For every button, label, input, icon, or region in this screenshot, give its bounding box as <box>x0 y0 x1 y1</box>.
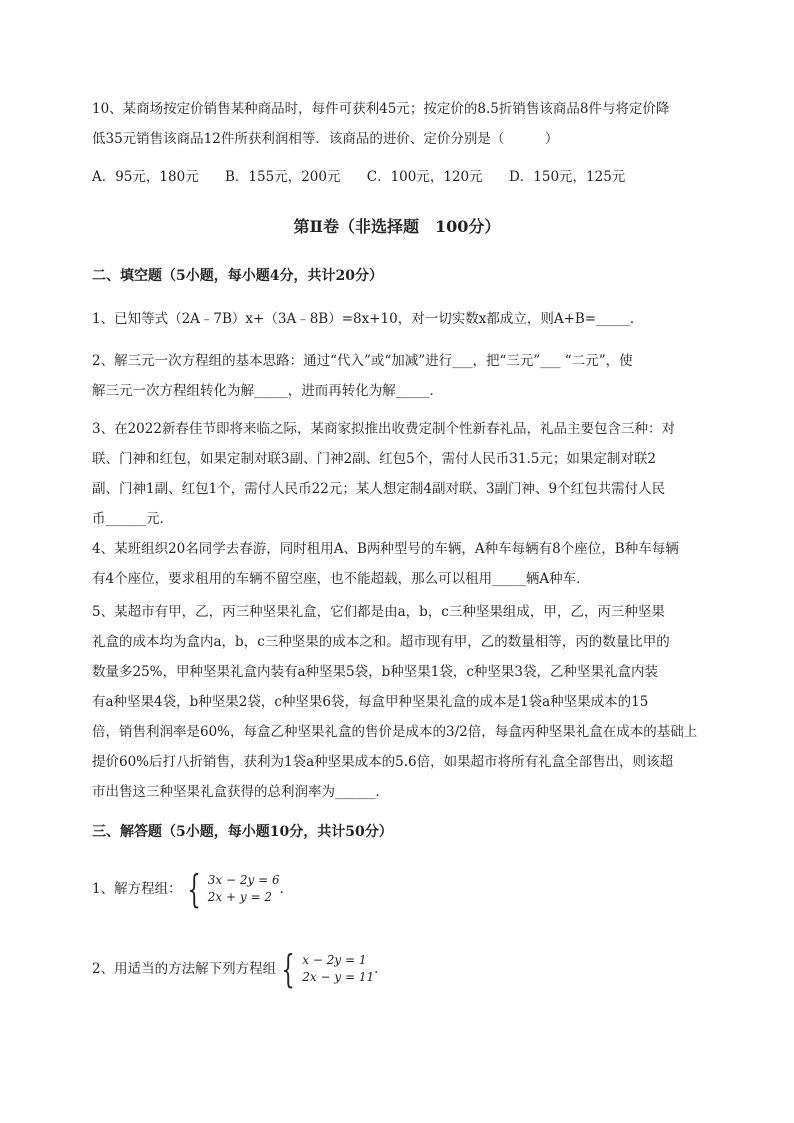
question-10 <box>92 94 722 154</box>
fill-q2-line-1: 2、解三元一次方程组的基本思路：通过“代入”或“加减”进行___，把“三元”___ “二元”，使 <box>92 353 633 369</box>
fill-q4-line-2: 有4个座位，要求租用的车辆不留空座，也不能超载，那么可以租用_____辆A种车． <box>92 571 590 587</box>
fill-question-2 <box>92 346 722 406</box>
solve-q2-prefix: 2、用适当的方法解下列方程组 <box>92 961 277 977</box>
fill-q3-line-2: 联、门神和红包，如果定制对联3副、门神2副、红包5个，需付人民币31.5元；如果定制对联2 <box>92 451 656 467</box>
brace-icon: { <box>281 947 295 991</box>
part-2-title: 第Ⅱ卷（非选择题 100分） <box>293 217 501 236</box>
option-a: A．95元，180元 <box>92 169 199 185</box>
equation-system-2 <box>276 947 375 991</box>
fill-q3-line-1: 3、在2022新春佳节即将来临之际，某商家拟推出收费定制个性新春礼品，礼品主要包含三种：对 <box>92 421 675 437</box>
fill-q5-line-1: 5、某超市有甲，乙，丙三种坚果礼盒，它们都是由a，b，c三种坚果组成，甲，乙，丙三种坚果 <box>92 604 665 620</box>
fill-question-4 <box>92 534 722 594</box>
brace-icon: { <box>187 867 201 911</box>
fill-question-5 <box>92 597 722 807</box>
fill-question-3 <box>92 414 722 534</box>
fill-q5-line-7: 市出售这三种坚果礼盒获得的总利润率为______． <box>92 784 389 800</box>
section-fill-title: 二、填空题（5小题，每小题4分，共计20分） <box>92 268 383 284</box>
fill-q5-line-2: 礼盒的成本均为盒内a，b，c三种坚果的成本之和。超市现有甲，乙的数量相等，丙的数量比甲的 <box>92 634 670 650</box>
fill-q4-line-1: 4、某班组织20名同学去春游，同时租用A、B两种型号的车辆，A种车每辆有8个座位，B种车每辆 <box>92 541 679 557</box>
solve-question-2 <box>92 947 388 991</box>
solve-q1-prefix: 1、解方程组： <box>92 881 182 897</box>
fill-q5-line-6: 提价60%后打八折销售，获利为1袋a种坚果成本的5.6倍，如果超市将所有礼盒全部售出，则该超 <box>92 754 674 770</box>
fill-question-1 <box>92 304 722 334</box>
question-10-line-2: 低35元销售该商品12件所获利润相等．该商品的进价、定价分别是（ ） <box>92 131 559 147</box>
solve-question-1 <box>92 867 294 911</box>
question-10-options <box>92 163 647 191</box>
system-2-eq-1: x − 2y = 1 <box>302 953 367 967</box>
fill-q1-line-1: 1、已知等式（2A﹣7B）x+（3A﹣8B）=8x+10，对一切实数x都成立，则A+B=_____． <box>92 311 644 327</box>
solve-q2-suffix: ． <box>374 961 388 977</box>
fill-q5-line-4: 有a种坚果4袋，b种坚果2袋，c种坚果6袋，每盒甲种坚果礼盒的成本是1袋a种坚果成本的15 <box>92 694 649 710</box>
option-d: D．150元，125元 <box>508 169 626 185</box>
equation-system-1 <box>182 867 280 911</box>
section-solve-title: 三、解答题（5小题，每小题10分，共计50分） <box>92 824 393 840</box>
option-b: B．155元，200元 <box>225 169 341 185</box>
system-1-eq-2: 2x + y = 2 <box>207 890 272 904</box>
question-10-line-1: 10、某商场按定价销售某种商品时，每件可获利45元；按定价的8.5折销售该商品8件与将定价降 <box>92 101 670 117</box>
option-c: C．100元，120元 <box>366 169 483 185</box>
fill-q3-line-3: 副、门神1副、红包1个，需付人民币22元；某人想定制4副对联、3副门神、9个红包共需付人民 <box>92 481 666 497</box>
fill-q2-line-2: 解三元一次方程组转化为解_____，进而再转化为解_____． <box>92 383 443 399</box>
fill-q5-line-5: 倍，销售利润率是60%，每盒乙种坚果礼盒的售价是成本的3/2倍，每盒丙种坚果礼盒在成本的基础上 <box>92 724 698 740</box>
system-1-eq-1: 3x − 2y = 6 <box>207 873 280 887</box>
system-2-eq-2: 2x − y = 11 <box>302 970 375 984</box>
fill-q5-line-3: 数量多25%，甲种坚果礼盒内装有a种坚果5袋，b种坚果1袋，c种坚果3袋，乙种坚果礼盒内装 <box>92 664 659 680</box>
fill-q3-line-4: 币______元． <box>92 511 173 527</box>
solve-q1-suffix: ． <box>279 881 294 897</box>
